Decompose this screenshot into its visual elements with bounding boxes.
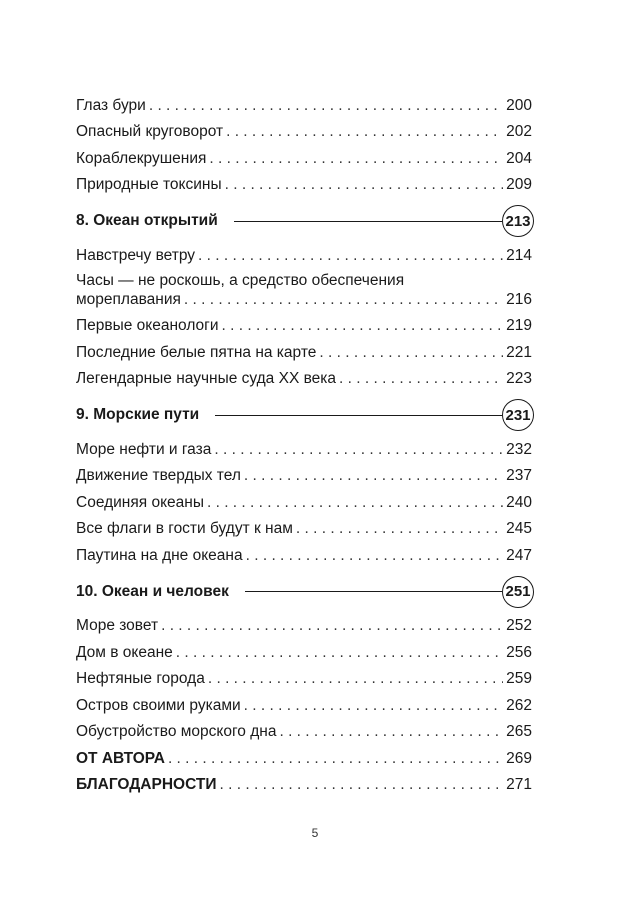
toc-entry-title: Дом в океане: [76, 643, 173, 661]
chapter-page-circle: 213: [502, 205, 534, 237]
toc-entry-page: 265: [506, 723, 532, 740]
dot-leader: [226, 122, 503, 141]
toc-entry-page: 202: [506, 123, 532, 140]
toc-entry-title: Легендарные научные суда XX века: [76, 370, 337, 387]
toc-entry[interactable]: [76, 432, 532, 459]
toc-entry[interactable]: [76, 335, 532, 362]
toc-entry-page: 223: [506, 370, 532, 387]
toc-entry-acknowledgements[interactable]: [76, 768, 532, 795]
dot-leader: [296, 519, 503, 538]
toc-entry-page: 271: [506, 776, 532, 793]
toc-entry-title: Море зовет: [76, 617, 159, 634]
toc-entry[interactable]: [76, 662, 532, 689]
toc-entry-title: Остров своими руками: [76, 696, 241, 714]
toc-entry-page: 200: [506, 96, 532, 114]
toc-entry-page: 247: [506, 546, 532, 564]
dot-leader: [225, 175, 504, 194]
chapter-page-circle: 231: [502, 399, 534, 431]
toc-entry-page: 269: [506, 749, 532, 767]
toc-section: [76, 204, 532, 388]
toc-entry[interactable]: [76, 238, 532, 265]
toc-entry[interactable]: [76, 512, 532, 539]
dot-leader: [244, 466, 503, 485]
toc-entry-title-continued: мореплавания: [76, 290, 181, 308]
chapter-heading[interactable]: [76, 575, 532, 609]
toc-entry-title: Все флаги в гости будут к нам: [76, 520, 293, 537]
toc-entry-title: Паутина на дне океана: [76, 546, 243, 564]
toc-entry-title: Природные токсины: [76, 176, 222, 193]
dot-leader: [208, 669, 503, 688]
toc-entry[interactable]: [76, 141, 532, 168]
toc-entry-page: 237: [506, 467, 532, 484]
toc-entry-page: 209: [506, 176, 532, 193]
toc-entry-page: 232: [506, 440, 532, 458]
toc-entry[interactable]: [76, 115, 532, 142]
dot-leader: [279, 722, 503, 741]
dot-leader: [319, 343, 503, 362]
chapter-heading[interactable]: [76, 204, 532, 238]
toc-entry-page: 216: [506, 290, 532, 308]
toc-entry-title: Движение твердых тел: [76, 467, 241, 484]
toc-entry-title: Последние белые пятна на карте: [76, 343, 317, 361]
toc-entry[interactable]: [76, 688, 532, 715]
dot-leader: [214, 440, 503, 459]
toc-entry[interactable]: [76, 635, 532, 662]
toc-entry-page: 262: [506, 696, 532, 714]
toc-entry-line2: [76, 290, 532, 309]
dot-leader: [207, 493, 503, 512]
dot-leader: [161, 616, 503, 635]
toc-entry-author[interactable]: [76, 741, 532, 768]
toc-entry-page: 240: [506, 493, 532, 511]
toc-entry-title: Опасный круговорот: [76, 123, 224, 140]
toc-section: [76, 575, 532, 795]
toc-entry-page: 245: [506, 520, 532, 537]
toc-entry-page: 252: [506, 617, 532, 634]
toc-entry[interactable]: [76, 168, 532, 195]
toc-entry[interactable]: [76, 459, 532, 486]
chapter-heading[interactable]: [76, 398, 532, 432]
toc-entry-page: 214: [506, 246, 532, 264]
toc-entry-title: Навстречу ветру: [76, 246, 196, 264]
dot-leader: [222, 316, 504, 335]
toc-entry-title: Глаз бури: [76, 96, 146, 114]
chapter-title: 9. Морские пути: [76, 406, 200, 423]
dot-leader: [198, 246, 503, 265]
toc-entry-page: 221: [506, 343, 532, 361]
dot-leader: [184, 290, 503, 309]
dot-leader: [176, 643, 503, 662]
toc-entry-page: 256: [506, 643, 532, 661]
toc-entry-title: Нефтяные города: [76, 670, 205, 687]
table-of-contents: [76, 88, 532, 794]
toc-entry[interactable]: [76, 265, 532, 309]
toc-entry[interactable]: [76, 362, 532, 389]
toc-entry[interactable]: [76, 88, 532, 115]
chapter-title: 10. Океан и человек: [76, 582, 229, 600]
toc-entry-title: ОТ АВТОРА: [76, 749, 165, 767]
dot-leader: [339, 369, 503, 388]
dot-leader: [220, 775, 504, 794]
toc-entry-title: БЛАГОДАРНОСТИ: [76, 776, 217, 793]
toc-entry-page: 204: [506, 149, 532, 167]
toc-entry[interactable]: [76, 309, 532, 336]
chapter-rule: [234, 221, 502, 222]
chapter-rule: [215, 415, 502, 416]
toc-entry[interactable]: [76, 609, 532, 636]
toc-entry-page: 259: [506, 670, 532, 687]
toc-entry-title: Соединяя океаны: [76, 493, 204, 511]
chapter-rule: [245, 591, 502, 592]
toc-entry-page: 219: [506, 317, 532, 334]
toc-entry-title: Обустройство морского дна: [76, 723, 277, 740]
page-number: 5: [311, 826, 319, 840]
dot-leader: [209, 149, 503, 168]
toc-entry[interactable]: [76, 485, 532, 512]
dot-leader: [244, 696, 503, 715]
dot-leader: [246, 546, 504, 565]
toc-entry[interactable]: [76, 538, 532, 565]
toc-entry-title: Море нефти и газа: [76, 440, 212, 458]
toc-entry-title: Первые океанологи: [76, 317, 219, 334]
chapter-title: 8. Океан открытий: [76, 212, 218, 229]
dot-leader: [168, 749, 503, 768]
toc-section: [76, 88, 532, 194]
toc-entry[interactable]: [76, 715, 532, 742]
toc-section: [76, 398, 532, 565]
toc-entry-title: Часы — не роскошь, а средство обеспечения: [76, 271, 405, 289]
toc-entry-title: Кораблекрушения: [76, 149, 207, 167]
dot-leader: [149, 96, 503, 115]
chapter-page-circle: 251: [502, 576, 534, 608]
